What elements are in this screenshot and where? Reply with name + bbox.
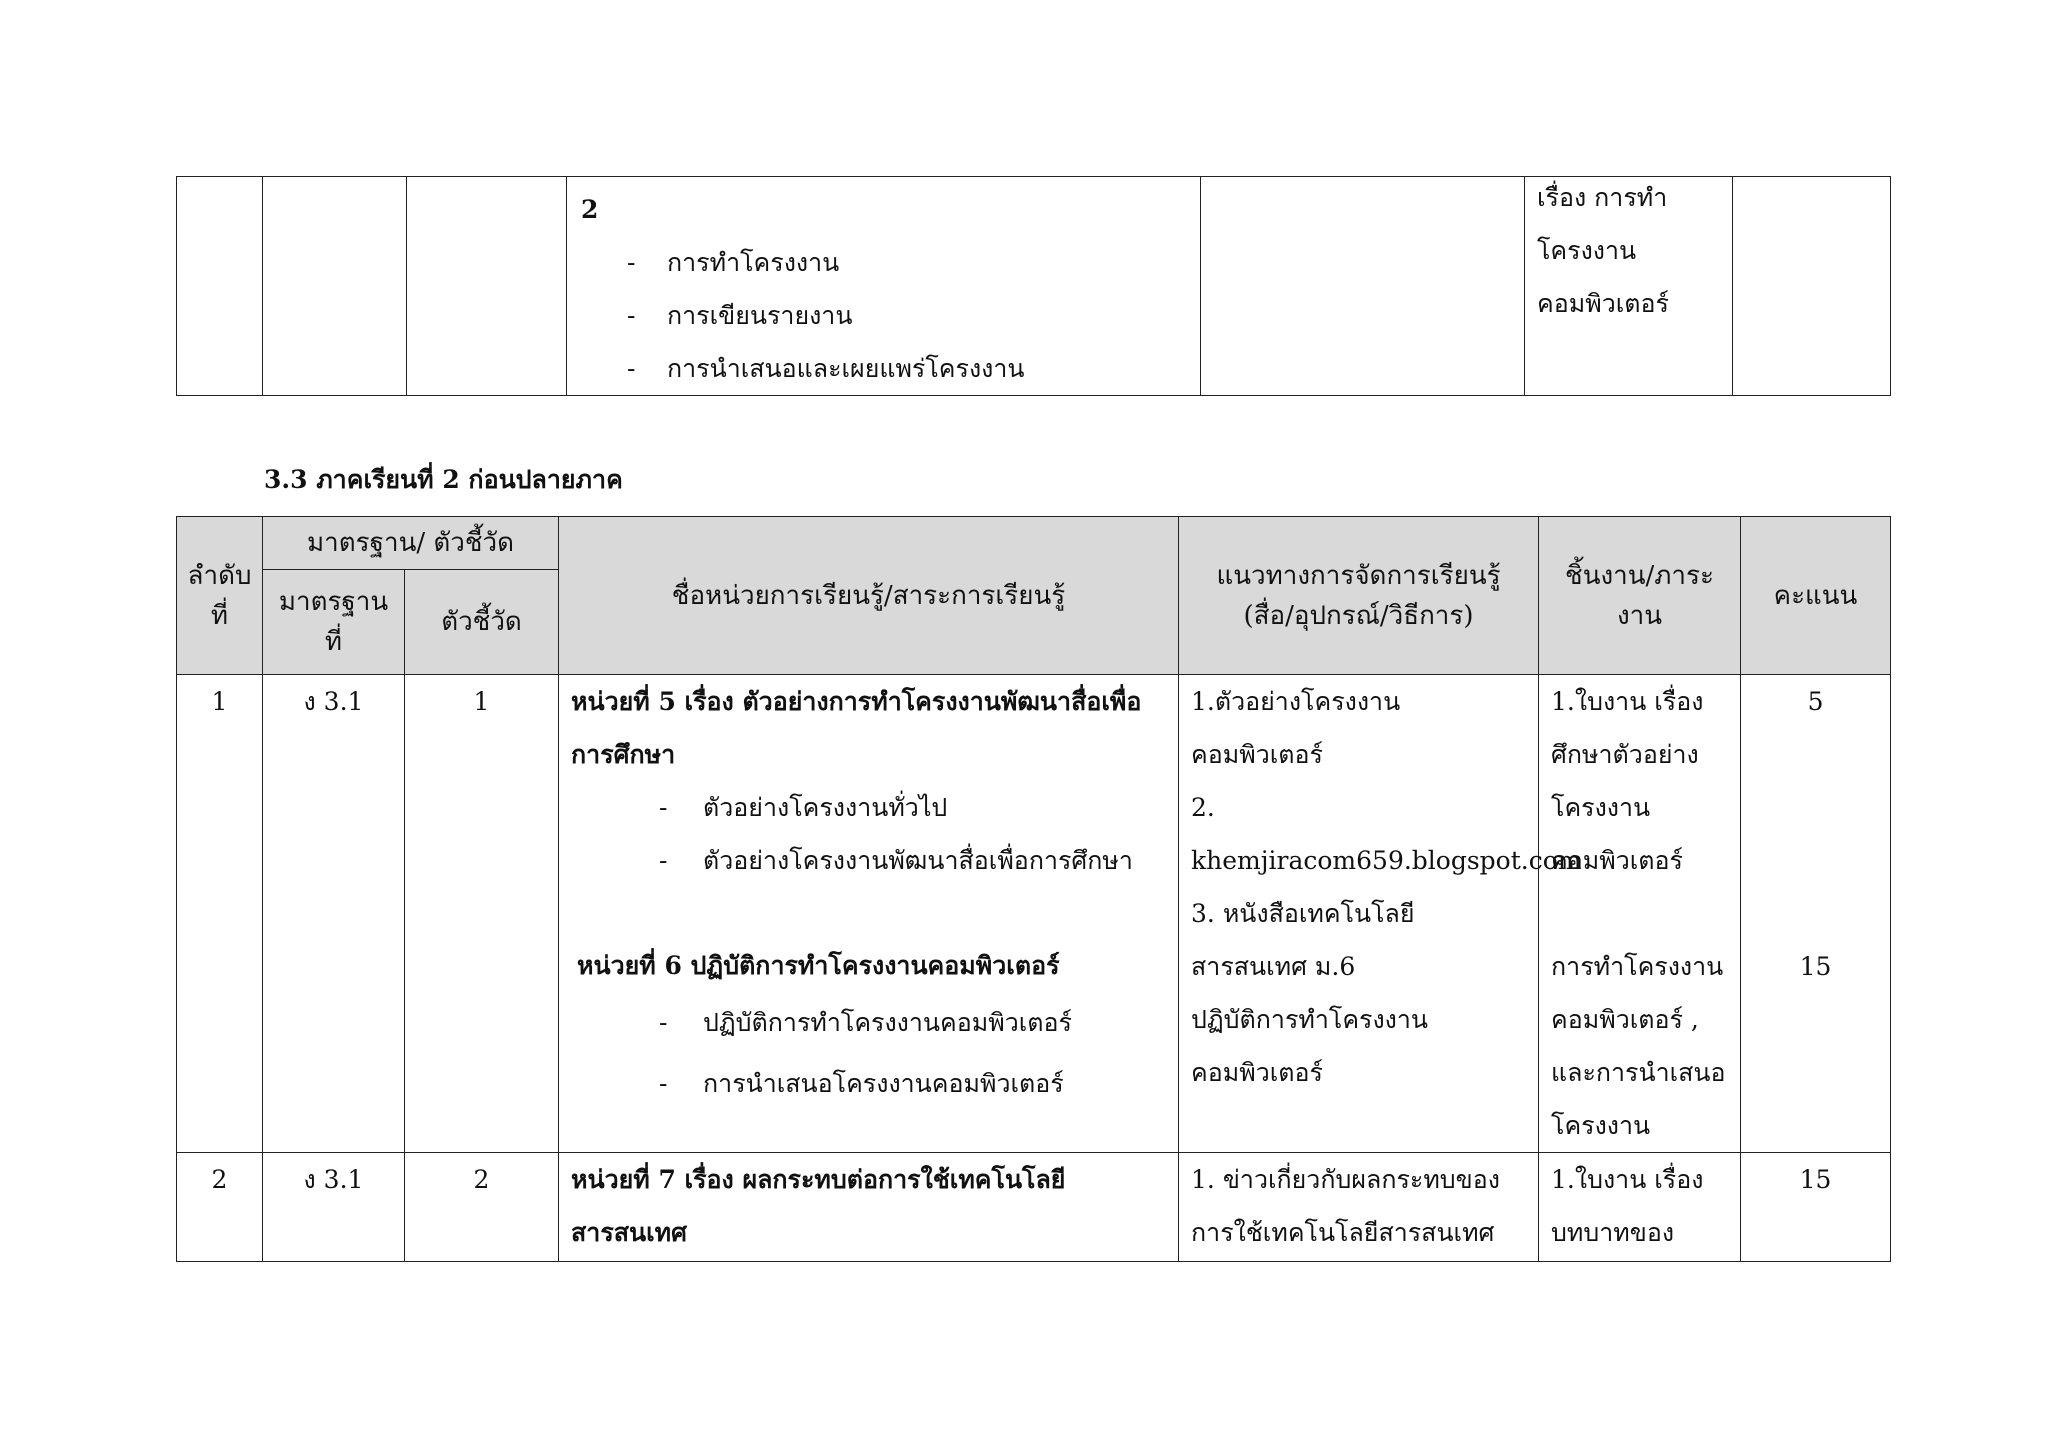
continuation-table <box>176 176 1891 396</box>
header-standard-group: มาตรฐาน/ ตัวชี้วัด <box>263 517 559 570</box>
unit-title: หน่วยที่ 7 เรื่อง ผลกระทบต่อการใช้เทคโนโลยี <box>571 1165 1066 1194</box>
section-title: 3.3 ภาคเรียนที่ 2 ก่อนปลายภาค <box>264 465 623 494</box>
score-cell: 5 15 <box>1741 675 1891 1153</box>
score-cell: 15 <box>1741 1153 1891 1262</box>
table-row <box>177 675 1891 1153</box>
header-score: คะแนน <box>1741 517 1891 675</box>
table-row <box>177 1153 1891 1262</box>
header-order: ลำดับ ที่ <box>177 517 263 675</box>
unit-cell <box>559 1153 1179 1262</box>
header-indicator: ตัวชี้วัด <box>405 570 559 675</box>
list-item: - การทำโครงงาน <box>627 248 840 277</box>
work-cell: เรื่อง การทำ โครงงาน คอมพิวเตอร์ <box>1525 177 1733 396</box>
content-number: 2 <box>581 195 599 224</box>
unit-title: หน่วยที่ 5 เรื่อง ตัวอย่างการทำโครงงานพัฒนาสื่อเพื่อ <box>571 687 1142 716</box>
empty-cell <box>1201 177 1525 396</box>
list-item: - ตัวอย่างโครงงานทั่วไป <box>659 793 948 822</box>
empty-cell <box>1733 177 1891 396</box>
standard-cell: ง 3.1 <box>263 675 405 1153</box>
approach-cell: 1.ตัวอย่างโครงงานคอมพิวเตอร์ 2. khemjiracom659.blogspot.com 3. หนังสือเทคโนโลยี สารสนเทศ ม.6 ปฏิบัติการทำโครงงาน คอมพิวเตอร์ <box>1179 675 1539 1153</box>
header-unit: ชื่อหน่วยการเรียนรู้/สาระการเรียนรู้ <box>559 517 1179 675</box>
empty-cell <box>263 177 407 396</box>
work-cell: 1.ใบงาน เรื่อง บทบาทของ <box>1539 1153 1741 1262</box>
unit-title: หน่วยที่ 6 ปฏิบัติการทำโครงงานคอมพิวเตอร์ <box>577 951 1060 980</box>
standard-cell: ง 3.1 <box>263 1153 405 1262</box>
order-cell: 2 <box>177 1153 263 1262</box>
empty-cell <box>407 177 567 396</box>
curriculum-table <box>176 516 1891 1262</box>
indicator-cell: 1 <box>405 675 559 1153</box>
list-item: - การนำเสนอและเผยแพร่โครงงาน <box>627 354 1025 383</box>
unit-title: สารสนเทศ <box>571 1218 687 1247</box>
indicator-cell: 2 <box>405 1153 559 1262</box>
list-item: - การเขียนรายงาน <box>627 301 853 330</box>
unit-cell <box>559 675 1179 1153</box>
header-standard: มาตรฐาน ที่ <box>263 570 405 675</box>
header-approach: แนวทางการจัดการเรียนรู้ (สื่อ/อุปกรณ์/วิธีการ) <box>1179 517 1539 675</box>
unit-title: การศึกษา <box>571 740 676 769</box>
list-item: - ปฏิบัติการทำโครงงานคอมพิวเตอร์ <box>659 1008 1072 1037</box>
list-item: - การนำเสนอโครงงานคอมพิวเตอร์ <box>659 1069 1064 1098</box>
content-cell <box>567 177 1201 396</box>
order-cell: 1 <box>177 675 263 1153</box>
work-cell: 1.ใบงาน เรื่อง ศึกษาตัวอย่าง โครงงาน คอมพิวเตอร์ การทำโครงงาน คอมพิวเตอร์ , และการนำเสนอ โครงงาน <box>1539 675 1741 1153</box>
approach-cell: 1. ข่าวเกี่ยวกับผลกระทบของ การใช้เทคโนโลยีสารสนเทศ <box>1179 1153 1539 1262</box>
empty-cell <box>177 177 263 396</box>
header-work: ชิ้นงาน/ภาระ งาน <box>1539 517 1741 675</box>
list-item: - ตัวอย่างโครงงานพัฒนาสื่อเพื่อการศึกษา <box>659 846 1133 875</box>
